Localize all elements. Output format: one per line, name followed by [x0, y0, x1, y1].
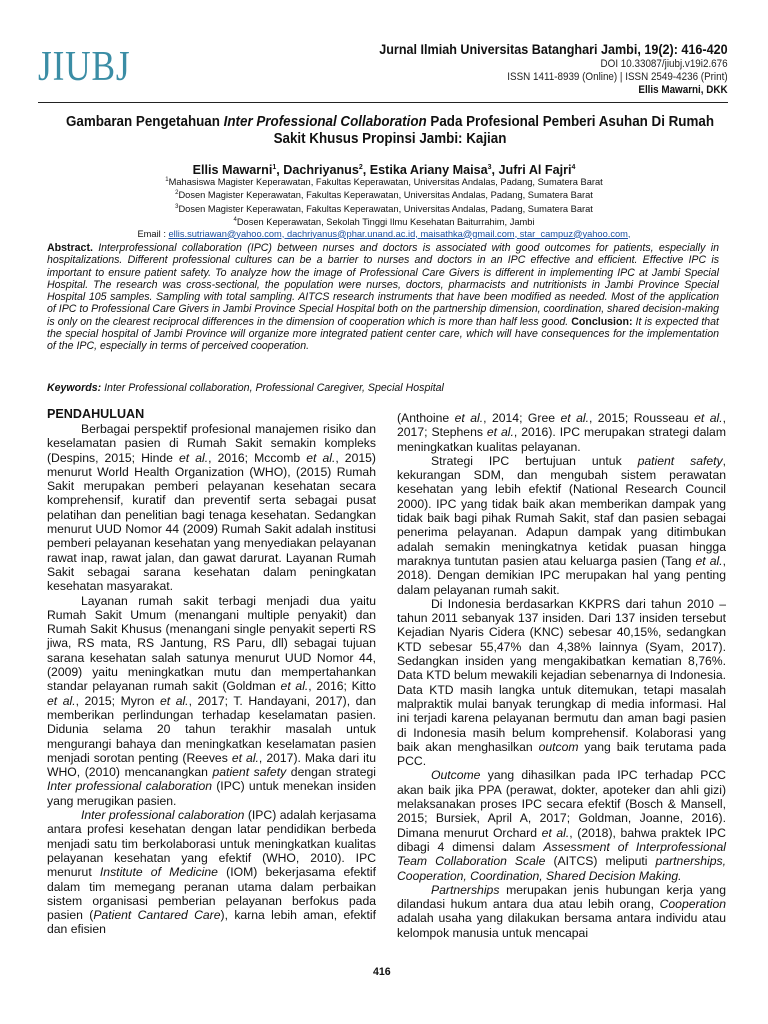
- italic-text: et al.: [695, 553, 723, 568]
- issn: ISSN 1411-8939 (Online) | ISSN 2549-4236 (Print): [507, 71, 728, 83]
- italic-text: et al.: [541, 825, 570, 840]
- email-link[interactable]: dachriyanus@phar.unand.ac.id,: [286, 228, 421, 239]
- text-run: Strategi IPC bertujuan untuk: [431, 453, 638, 468]
- italic-text: partnerships, Cooperation, Coordination, Shared Decision Making.: [397, 854, 726, 883]
- body-paragraph: [397, 768, 726, 882]
- text-run: ), karna lebih aman, efektif dan efisien: [47, 908, 376, 937]
- italic-text: Inter professional calaboration: [81, 808, 245, 823]
- italic-text: et al.: [231, 750, 259, 765]
- email-label: Email :: [137, 228, 169, 239]
- italic-text: et al.: [159, 693, 189, 708]
- body-paragraph: [47, 808, 376, 937]
- journal-logo: JIUBJ: [38, 44, 131, 90]
- italic-text: et al.: [486, 425, 514, 440]
- text-run: , kekurangan SDM, dan mengubah sistem perawatan kesehatan yang lebih efektif (National Research Council 2000). IPC yang tidak baik akan memberikan dampak yang tidak baik bagi pihak Rumah Sakit, staf dan pasien sebagai penerima pelayanan. Adapun dampak yang ditimbukan adalah semakin meningkatnya ketidak puasan hingga maraknya tuntutan pasien atau keluarga pasien (Tang: [397, 453, 727, 568]
- body-paragraph: [397, 597, 726, 769]
- italic-text: et al.: [179, 450, 209, 465]
- text-run: (IOM) bekerjasama efektif dalam tim memegang peranan utama dalam perbaikan sistem organisasi pemberian pelayanan berfokus pada pasien (: [47, 865, 376, 923]
- author-name: Ellis Mawarni$^1$: [192, 163, 277, 178]
- keywords-text: Inter Professional collaboration, Professional Caregiver, Special Hospital: [101, 382, 444, 394]
- author-name: Estika Ariany Maisa$^3$: [369, 163, 492, 178]
- italic-text: et al.: [694, 411, 723, 425]
- italic-text: patient safety: [212, 765, 287, 780]
- journal-citation: Jurnal Ilmiah Universitas Batanghari Jambi, 19(2): 416-420: [379, 42, 728, 57]
- email-line: [60, 229, 708, 240]
- email-link[interactable]: maisathka@gmail.com,: [420, 228, 520, 239]
- affiliation: $^1$Mahasiswa Magister Keperawatan, Fakultas Keperawatan, Universitas Andalas, Padang, Sumatera Barat: [165, 177, 603, 188]
- text-run: , 2016; Kitto: [308, 679, 376, 694]
- italic-text: et al.: [560, 411, 589, 425]
- italic-text: Inter Professional Collaboration: [223, 114, 427, 130]
- right-column: [397, 411, 726, 940]
- journal-info: [357, 42, 728, 97]
- text-run: (Anthoine: [397, 411, 455, 425]
- abstract: [47, 242, 719, 353]
- text-run: Gambaran Pengetahuan: [65, 114, 224, 130]
- text-run: yang dihasilkan pada IPC terhadap PCC akan baik jika PPA (perawat, dokter, apoteker dan ahli gizi) melaksanakan proses IPC secara efektif (Bosch & Mansell, 2015; Bursiek, April A, 2017; Goldman, Joanne, 2016). Dimana menurut Orchard: [397, 768, 726, 840]
- text-run: , 2015; Rousseau: [588, 411, 695, 425]
- body-paragraph: [397, 411, 726, 454]
- text-run: Di Indonesia berdasarkan KKPRS dari tahun 2010 – tahun 2011 sebanyak 137 insiden. Dari 137 insiden tersebut Kejadian Nyaris Cidera (KNC) sebesar 40,15%, sedangkan KTD sebesar 55,47% dan 4,38% lainnya (Syam, 2017). Sedangkan insiden yang mengakibatkan kematian 8,76%. Data KTD belum mewakili kejadian sebenarnya di Indonesia. Data KTD masih langka untuk ditemukan, tetapi masalah malpraktik mulai banyak terungkap di media informasi. Hal ini terjadi karena pelayanan bermutu dan aman bagi pasien di Indonesia masih belum komprehensif. Kolaborasi yang baik akan menghasilkan: [397, 596, 726, 754]
- text-run: Layanan rumah sakit terbagi menjadi dua yaitu Rumah Sakit Umum (menangani multiple penyakit) dan Rumah Sakit Khusus (menangani single penyakit seperti RS jiwa, RS mata, RS Jantung, RS Paru, dll) sebagai tujuan sarana kesehatan salah satunya menurut UUD Nomor 44, (2009) yaitu meningkatkan mutu dan mempertahankan standar pelayanan rumah sakit (Goldman: [47, 593, 376, 694]
- text-run: , 2018). Dengan demikian IPC merupakan hal yang penting dalam pelayanan rumah sakit.: [397, 553, 726, 597]
- italic-text: outcom: [538, 739, 579, 754]
- italic-text: Partnerships: [431, 882, 500, 897]
- doi: DOI 10.33087/jiubj.v19i2.676: [600, 58, 728, 70]
- text-run: (IPC) untuk menekan insiden yang merugikan pasien.: [47, 779, 376, 808]
- italic-text: Assessment of Interprofessional Team Collaboration Scale: [397, 839, 726, 869]
- left-column: [47, 407, 376, 937]
- keywords: [47, 382, 719, 394]
- affiliation: $^2$Dosen Magister Keperawatan, Fakultas Keperawatan, Universitas Andalas, Padang, Sumatera Barat: [175, 190, 593, 201]
- italic-text: Inter professional calaboration: [47, 779, 212, 794]
- paper-title: [55, 114, 725, 148]
- italic-text: et al.: [306, 450, 336, 465]
- text-run: Interprofessional collaboration (IPC) between nurses and doctors is associated with good outcomes for patients, especially in hospitalizations. Different professional cultures can be a barrier to nurses and doctors in an IPC effective and efficient. Effective IPC is important to ensure patient safety. To analyze how the image of Professional Care Givers is different in implementing IPC at Jambi Special Hospital. The research was cross-sectional, the population were nurses, doctors, pharmacists and nutritionists in Jambi Province Special Hospital 105 samples. Sampling with total sampling. AITCS research instruments that have been modified as needed. Most of the application of IPC to Professional Care Givers in Jambi Province Special Hospital both on the partnership dimension, coordination, shared decision-making is only on the clearest reciprocal differences in the dimension of cooperation which is more than half less good.: [47, 242, 719, 328]
- affiliation: $^4$Dosen Keperawatan, Sekolah Tinggi Ilmu Kesehatan Baiturrahim, Jambi: [233, 217, 535, 228]
- italic-text: et al.: [454, 411, 484, 425]
- email-link[interactable]: star_campuz@yahoo.com,: [519, 228, 631, 239]
- author-affiliation-mark: 3: [487, 164, 492, 171]
- body-paragraph: [47, 422, 376, 594]
- text-run: , 2017; T. Handayani, 2017), dan memberikan perlindungan terhadap keselamatan pasien. Didunia selama 20 tahun terakhir masalah untuk mengurangi bahaya dan meningkatkan keselamatan pasien menjadi sorotan penting (Reeves: [47, 693, 376, 765]
- body-paragraph: [397, 454, 726, 597]
- text-run: Berbagai perspektif profesional manajemen risiko dan keselamatan pasien di Rumah Sakit semakin kompleks (Despins, 2015; Hinde: [47, 422, 376, 465]
- affiliations: [60, 175, 708, 240]
- text-run: adalah usaha yang dilakukan bersama antara individu atau kelompok manusia untuk mencapai: [397, 911, 726, 940]
- text-run: , 2016; Mccomb: [208, 450, 307, 465]
- text-run: , 2017). Maka dari itu WHO, (2010) mencanangkan: [47, 750, 376, 780]
- italic-text: Institute of Medicine: [99, 865, 218, 880]
- italic-text: Cooperation: [659, 897, 726, 912]
- keywords-label: Keywords:: [47, 382, 102, 394]
- section-heading: PENDAHULUAN: [47, 407, 145, 421]
- affiliation: $^3$Dosen Magister Keperawatan, Fakultas Keperawatan, Universitas Andalas, Padang, Sumatera Barat: [175, 203, 593, 214]
- bold-text: Conclusion:: [571, 315, 633, 328]
- text-run: Pada Profesional Pemberi Asuhan Di Rumah Sakit Khusus Propinsi Jambi: Kajian: [273, 114, 715, 147]
- author-name: Jufri Al Fajri$^4$: [498, 163, 576, 178]
- text-run: merupakan jenis hubungan kerja yang dilandasi hukum antara dua atau lebih orang,: [397, 882, 726, 912]
- author-affiliation-mark: 4: [571, 164, 576, 171]
- text-run: yang baik terutama pada PCC.: [397, 739, 726, 769]
- italic-text: patient safety: [637, 453, 723, 468]
- text-run: It is expected that the special hospital of Jambi Province will organize more integrated patient center care, which will have consequences for the implementation of the IPC, especially in terms of perceived cooperation.: [47, 315, 719, 353]
- journal-header: [38, 40, 728, 103]
- text-run: , 2014; Gree: [483, 411, 561, 425]
- text-run: , 2016). IPC merupakan strategi dalam meningkatkan kualitas pelayanan.: [397, 425, 726, 454]
- text-run: , 2015; Myron: [75, 693, 160, 708]
- text-run: , 2015) menurut World Health Organization (WHO), (2015) Rumah Sakit merupakan pemberi pelayanan kesehatan secara komprehensif, kuratif dan preventif serta sebagai pusat pelatihan dan penelitian bagi tenaga kesehatan. Sedangkan menurut UUD Nomor 44 (2009) Rumah Sakit adalah institusi pemberi pelayanan kesehatan yang menyediakan pelayanan rawat inap, rawat jalan, dan gawat darurat. Layanan Rumah Sakit sebagai sarana kesehatan dalam peningkatan kesehatan masyarakat.: [47, 450, 376, 594]
- email-link[interactable]: ellis.sutriawan@yahoo.com,: [168, 228, 287, 239]
- body-paragraph: [397, 883, 726, 940]
- text-run: dengan strategi: [286, 765, 377, 780]
- text-run: (IPC) adalah kerjasama antara profesi kesehatan dengan latar pendidikan berbeda menjadi satu tim berkolaborasi untuk meningkatkan kualitas pelayanan kesehatan yang efektif (WHO, 2010). IPC menurut: [47, 808, 376, 880]
- bold-text: Abstract.: [47, 242, 93, 254]
- italic-text: et al.: [47, 693, 76, 708]
- text-run: , 2017; Stephens: [397, 411, 726, 440]
- body-paragraph: [47, 594, 376, 808]
- author-affiliation-mark: 2: [358, 164, 363, 171]
- text-run: (AITCS) meliputi: [545, 854, 656, 869]
- text-run: , (2018), bahwa praktek IPC dibagi 4 dimensi dalam: [397, 825, 726, 854]
- italic-text: Patient Cantared Care: [93, 908, 221, 923]
- italic-text: Outcome: [431, 768, 481, 783]
- author-list: Ellis Mawarni$^1$, Dachriyanus$^2$, Estika Ariany Maisa$^3$, Jufri Al Fajri$^4$: [192, 163, 576, 178]
- italic-text: et al.: [280, 679, 309, 694]
- running-author: Ellis Mawarni, DKK: [638, 84, 728, 96]
- page-number: 416: [373, 966, 391, 978]
- author-name: Dachriyanus$^2$: [283, 163, 363, 178]
- author-affiliation-mark: 1: [272, 164, 277, 171]
